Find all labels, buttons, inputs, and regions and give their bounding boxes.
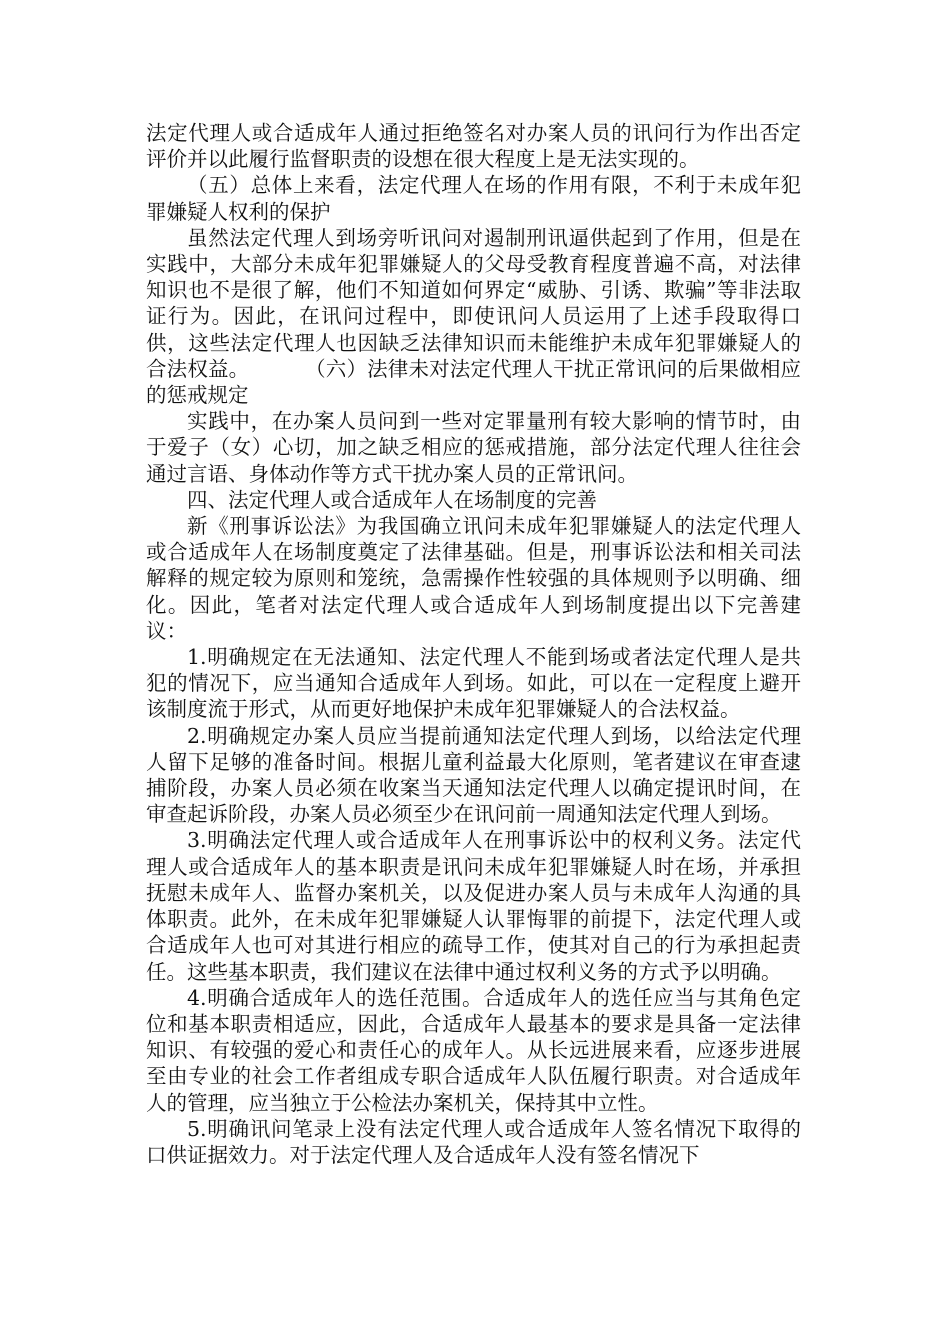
section-heading-6: （六）法律未对法定代理人干扰正常讯问的后果做相应的惩戒规定 [146,356,802,408]
suggestion-item-4: 4.明确合适成年人的选任范围。合适成年人的选任应当与其角色定位和基本职责相适应，因此，合适成年人最基本的要求是具备一定法律知识、有较强的爱心和责任心的成年人。从长远进展来看，应逐步进展至由专业的社会工作者组成专职合适成年人队伍履行职责。对合适成年人的管理，应当独立于公检法办案机关，保持其中立性。 [146,985,801,1115]
section-heading-5: （五）总体上来看，法定代理人在场的作用有限，不利于未成年犯罪嫌疑人权利的保护 [146,173,801,224]
paragraph-continuation: 法定代理人或合适成年人通过拒绝签名对办案人员的讯问行为作出否定评价并以此履行监督职责的设想在很大程度上是无法实现的。 [146,121,801,172]
paragraph-interference: 实践中，在办案人员问到一些对定罪量刑有较大影响的情节时，由于爱子（女）心切，加之缺乏相应的惩戒措施，部分法定代理人往往会通过言语、身体动作等方式干扰办案人员的正常讯问。 [146,409,801,486]
paragraph-parent-knowledge-text: 虽然法定代理人到场旁听讯问对遏制刑讯逼供起到了作用，但是在实践中，大部分未成年犯罪嫌疑人的父母受教育程度普遍不高，对法律知识也不是很了解，他们不知道如何界定“威胁、引诱、欺骗”等非法取证行为。因此，在讯问过程中，即使讯问人员运用了上述手段取得口供，这些法定代理人也因缺乏法律知识而未能维护未成年犯罪嫌疑人的合法权益。 [146,225,801,381]
suggestion-item-1: 1.明确规定在无法通知、法定代理人不能到场或者法定代理人是共犯的情况下，应当通知合适成年人到场。如此，可以在一定程度上避开该制度流于形式，从而更好地保护未成年犯罪嫌疑人的合法权益。 [146,645,801,722]
document-page [146,120,801,1168]
suggestion-item-5: 5.明确讯问笔录上没有法定代理人或合适成年人签名情况下取得的口供证据效力。对于法定代理人及合适成年人没有签名情况下 [146,1116,801,1167]
section-heading-4: 四、法定代理人或合适成年人在场制度的完善 [187,487,597,512]
suggestion-item-3: 3.明确法定代理人或合适成年人在刑事诉讼中的权利义务。法定代理人或合适成年人的基本职责是讯问未成年犯罪嫌疑人时在场，并承担抚慰未成年人、监督办案机关，以及促进办案人员与未成年人沟通的具体职责。此外，在未成年犯罪嫌疑人认罪悔罪的前提下，法定代理人或合适成年人也可对其进行相应的疏导工作，使其对自己的行为承担起责任。这些基本职责，我们建议在法律中通过权利义务的方式予以明确。 [146,828,801,984]
suggestion-item-2: 2.明确规定办案人员应当提前通知法定代理人到场，以给法定代理人留下足够的准备时间。根据儿童利益最大化原则，笔者建议在审查逮捕阶段，办案人员必须在收案当天通知法定代理人以确定提讯时间，在审查起诉阶段，办案人员必须至少在讯问前一周通知法定代理人到场。 [146,723,801,827]
paragraph-intro-suggestions: 新《刑事诉讼法》为我国确立讯问未成年犯罪嫌疑人的法定代理人或合适成年人在场制度奠定了法律基础。但是，刑事诉讼法和相关司法解释的规定较为原则和笼统，急需操作性较强的具体规则予以明确、细化。因此，笔者对法定代理人或合适成年人到场制度提出以下完善建议： [146,514,801,643]
paragraph-parent-knowledge [146,225,801,408]
